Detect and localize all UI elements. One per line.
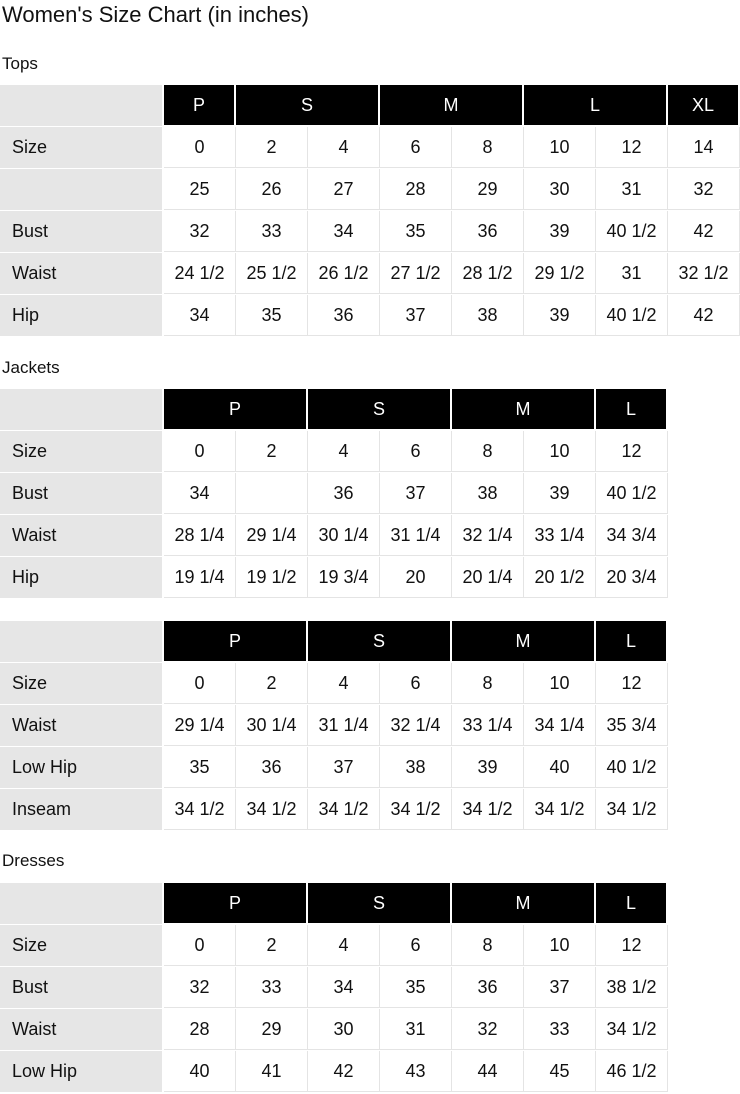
table-cell: 35 [380, 967, 452, 1008]
table-cell: 28 [380, 169, 452, 210]
size-group-header: P [164, 85, 234, 125]
row-label: Hip [0, 295, 162, 336]
table-cell: 8 [452, 431, 524, 472]
table-cell: 34 [308, 211, 380, 252]
table-cell: 35 [380, 211, 452, 252]
table-cell: 41 [236, 1051, 308, 1092]
row-label: Size [0, 431, 162, 472]
table-cell: 39 [452, 747, 524, 788]
table-cell: 31 1/4 [380, 515, 452, 556]
table-cell: 40 1/2 [596, 747, 668, 788]
table-cell: 19 3/4 [308, 557, 380, 598]
size-group-header: L [524, 85, 666, 125]
table-cell: 10 [524, 431, 596, 472]
table-cell: 34 1/2 [524, 789, 596, 830]
table-cell: 33 [236, 211, 308, 252]
table-cell: 42 [668, 211, 740, 252]
row-label: Hip [0, 557, 162, 598]
size-group-header: M [380, 85, 522, 125]
table-cell: 30 [308, 1009, 380, 1050]
table-cell: 12 [596, 431, 668, 472]
table-cell: 12 [596, 663, 668, 704]
table-cell: 37 [380, 295, 452, 336]
table-cell: 38 [452, 473, 524, 514]
table-cell: 36 [308, 295, 380, 336]
table-cell: 0 [164, 663, 236, 704]
table-cell: 32 [452, 1009, 524, 1050]
table-cell: 34 1/2 [236, 789, 308, 830]
row-label: Size [0, 127, 162, 168]
table-cell: 44 [452, 1051, 524, 1092]
table-cell: 0 [164, 431, 236, 472]
table-cell: 20 1/2 [524, 557, 596, 598]
row-label: Waist [0, 253, 162, 294]
table-cell: 10 [524, 663, 596, 704]
row-label: Bust [0, 473, 162, 514]
table-cell: 2 [236, 663, 308, 704]
table-cell: 30 [524, 169, 596, 210]
table-cell: 35 [164, 747, 236, 788]
table-cell: 8 [452, 925, 524, 966]
section-title: Tops [2, 54, 38, 73]
table-cell: 37 [380, 473, 452, 514]
table-cell: 31 1/4 [308, 705, 380, 746]
size-group-header: S [308, 883, 450, 923]
table-cell: 29 1/4 [236, 515, 308, 556]
table-cell: 34 1/4 [524, 705, 596, 746]
table-cell: 38 [380, 747, 452, 788]
header-label-cell [0, 621, 162, 662]
table-cell: 32 [668, 169, 740, 210]
table-cell: 36 [236, 747, 308, 788]
table-cell: 27 1/2 [380, 253, 452, 294]
table-cell: 30 1/4 [236, 705, 308, 746]
size-group-header: L [596, 883, 666, 923]
table-cell: 34 1/2 [380, 789, 452, 830]
size-group-header: S [236, 85, 378, 125]
table-cell: 35 [236, 295, 308, 336]
table-cell: 27 [308, 169, 380, 210]
table-cell: 29 [452, 169, 524, 210]
header-label-cell [0, 883, 162, 924]
table-cell: 36 [452, 967, 524, 1008]
table-cell: 39 [524, 211, 596, 252]
table-cell [236, 473, 308, 514]
row-label [0, 169, 162, 210]
table-cell: 28 [164, 1009, 236, 1050]
table-cell: 38 1/2 [596, 967, 668, 1008]
size-group-header: XL [668, 85, 738, 125]
table-cell: 12 [596, 925, 668, 966]
table-cell: 0 [164, 127, 236, 168]
row-label: Low Hip [0, 747, 162, 788]
table-cell: 25 [164, 169, 236, 210]
table-cell: 32 [164, 211, 236, 252]
table-cell: 33 1/4 [524, 515, 596, 556]
section-title: Dresses [2, 851, 65, 870]
table-cell: 38 [452, 295, 524, 336]
size-group-header: S [308, 621, 450, 661]
row-label: Bust [0, 211, 162, 252]
table-cell: 31 [380, 1009, 452, 1050]
table-cell: 2 [236, 925, 308, 966]
table-cell: 24 1/2 [164, 253, 236, 294]
row-label: Size [0, 663, 162, 704]
row-label: Waist [0, 1009, 162, 1050]
table-cell: 32 [164, 967, 236, 1008]
table-cell: 35 3/4 [596, 705, 668, 746]
size-group-header: L [596, 389, 666, 429]
table-cell: 39 [524, 473, 596, 514]
table-cell: 29 1/4 [164, 705, 236, 746]
table-cell: 8 [452, 663, 524, 704]
row-label: Waist [0, 515, 162, 556]
table-cell: 4 [308, 431, 380, 472]
header-label-cell [0, 389, 162, 430]
size-group-header: P [164, 621, 306, 661]
table-cell: 34 [308, 967, 380, 1008]
table-cell: 20 [380, 557, 452, 598]
table-cell: 40 [164, 1051, 236, 1092]
size-group-header: P [164, 389, 306, 429]
table-cell: 26 1/2 [308, 253, 380, 294]
table-cell: 8 [452, 127, 524, 168]
table-cell: 4 [308, 925, 380, 966]
table-cell: 4 [308, 663, 380, 704]
table-cell: 37 [524, 967, 596, 1008]
table-cell: 32 1/4 [380, 705, 452, 746]
table-cell: 33 1/4 [452, 705, 524, 746]
row-label: Waist [0, 705, 162, 746]
table-cell: 12 [596, 127, 668, 168]
table-cell: 34 1/2 [308, 789, 380, 830]
table-cell: 39 [524, 295, 596, 336]
table-cell: 20 1/4 [452, 557, 524, 598]
table-cell: 31 [596, 169, 668, 210]
table-cell: 6 [380, 663, 452, 704]
table-cell: 2 [236, 431, 308, 472]
table-cell: 34 1/2 [596, 789, 668, 830]
table-cell: 36 [452, 211, 524, 252]
table-cell: 34 [164, 473, 236, 514]
table-cell: 34 [164, 295, 236, 336]
row-label: Low Hip [0, 1051, 162, 1092]
table-cell: 0 [164, 925, 236, 966]
table-cell: 34 1/2 [596, 1009, 668, 1050]
table-cell: 19 1/4 [164, 557, 236, 598]
table-cell: 6 [380, 925, 452, 966]
table-cell: 40 1/2 [596, 295, 668, 336]
table-cell: 32 1/4 [452, 515, 524, 556]
size-group-header: P [164, 883, 306, 923]
size-group-header: S [308, 389, 450, 429]
table-cell: 30 1/4 [308, 515, 380, 556]
table-cell: 40 1/2 [596, 211, 668, 252]
table-cell: 42 [308, 1051, 380, 1092]
size-group-header: L [596, 621, 666, 661]
table-cell: 34 3/4 [596, 515, 668, 556]
table-cell: 43 [380, 1051, 452, 1092]
table-cell: 10 [524, 127, 596, 168]
table-cell: 40 1/2 [596, 473, 668, 514]
table-cell: 28 1/4 [164, 515, 236, 556]
row-label: Size [0, 925, 162, 966]
table-cell: 46 1/2 [596, 1051, 668, 1092]
table-cell: 31 [596, 253, 668, 294]
section-title: Jackets [2, 358, 60, 377]
table-cell: 10 [524, 925, 596, 966]
row-label: Bust [0, 967, 162, 1008]
table-cell: 4 [308, 127, 380, 168]
table-cell: 29 1/2 [524, 253, 596, 294]
table-cell: 29 [236, 1009, 308, 1050]
table-cell: 45 [524, 1051, 596, 1092]
table-cell: 40 [524, 747, 596, 788]
row-label: Inseam [0, 789, 162, 830]
table-cell: 26 [236, 169, 308, 210]
size-group-header: M [452, 389, 594, 429]
table-cell: 20 3/4 [596, 557, 668, 598]
table-cell: 14 [668, 127, 740, 168]
table-cell: 34 1/2 [452, 789, 524, 830]
table-cell: 25 1/2 [236, 253, 308, 294]
table-cell: 28 1/2 [452, 253, 524, 294]
table-cell: 37 [308, 747, 380, 788]
table-cell: 34 1/2 [164, 789, 236, 830]
table-cell: 33 [236, 967, 308, 1008]
table-cell: 6 [380, 431, 452, 472]
table-cell: 19 1/2 [236, 557, 308, 598]
table-cell: 33 [524, 1009, 596, 1050]
header-label-cell [0, 85, 162, 126]
table-cell: 6 [380, 127, 452, 168]
table-cell: 32 1/2 [668, 253, 740, 294]
size-group-header: M [452, 621, 594, 661]
table-cell: 2 [236, 127, 308, 168]
page-title: Women's Size Chart (in inches) [2, 2, 310, 27]
table-cell: 36 [308, 473, 380, 514]
size-group-header: M [452, 883, 594, 923]
table-cell: 42 [668, 295, 740, 336]
